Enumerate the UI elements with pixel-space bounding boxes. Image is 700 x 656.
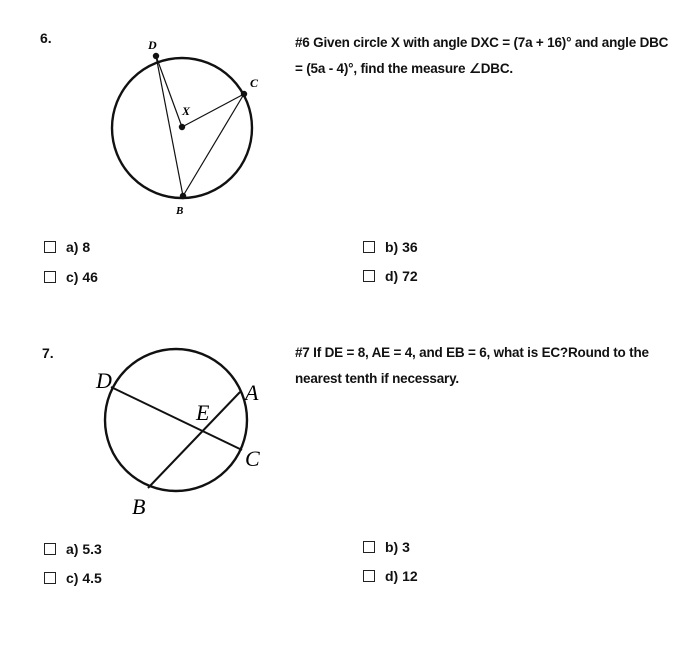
question-6-text-line2: = (5a - 4)°, find the measure ∠DBC.	[295, 61, 513, 76]
question-7-text	[295, 340, 649, 392]
label-c: C	[245, 446, 260, 471]
choice-label: a) 5.3	[66, 541, 102, 557]
question-6-figure	[100, 34, 300, 234]
question-6-choice-c[interactable]	[44, 269, 98, 285]
question-7-choice-a[interactable]	[44, 541, 102, 557]
choice-label: b) 36	[385, 239, 418, 255]
chord-ab	[148, 392, 240, 488]
choice-label: c) 46	[66, 269, 98, 285]
question-6-text-line1: #6 Given circle X with angle DXC = (7a + 16)° and angle DBC	[295, 35, 669, 50]
point-d	[153, 53, 159, 59]
question-6-choice-b[interactable]	[363, 239, 418, 255]
choice-label: d) 72	[385, 268, 418, 284]
label-b: B	[176, 205, 184, 217]
label-b: B	[132, 494, 146, 519]
label-d: D	[148, 38, 157, 52]
label-x: X	[182, 104, 191, 118]
point-b	[180, 193, 186, 199]
question-7-text-line2: nearest tenth if necessary.	[295, 371, 459, 386]
question-7-number: 7.	[42, 345, 54, 361]
choice-label: d) 12	[385, 568, 418, 584]
question-7-text-line1: #7 If DE = 8, AE = 4, and EB = 6, what is EC?Round to the	[295, 345, 649, 360]
label-c: C	[250, 76, 259, 90]
question-6-number: 6.	[40, 30, 52, 46]
question-7-choice-b[interactable]	[363, 539, 410, 555]
checkbox-icon[interactable]	[44, 241, 56, 253]
question-7-figure	[90, 340, 290, 520]
label-d: D	[96, 368, 112, 393]
checkbox-icon[interactable]	[44, 543, 56, 555]
checkbox-icon[interactable]	[363, 270, 375, 282]
circle	[105, 349, 247, 491]
segment-cb	[183, 94, 244, 196]
question-6-text	[295, 30, 668, 82]
checkbox-icon[interactable]	[363, 570, 375, 582]
question-6-choice-d[interactable]	[363, 268, 418, 284]
checkbox-icon[interactable]	[363, 241, 375, 253]
segment-dx	[156, 56, 182, 127]
question-6-choice-a[interactable]	[44, 239, 90, 255]
checkbox-icon[interactable]	[44, 572, 56, 584]
chord-dc	[111, 387, 242, 450]
segment-db	[156, 56, 183, 196]
point-x	[179, 124, 185, 130]
label-e: E	[196, 400, 210, 425]
choice-label: a) 8	[66, 239, 91, 255]
label-a: A	[245, 380, 259, 405]
point-c	[241, 91, 247, 97]
question-7-choice-c[interactable]	[44, 570, 102, 586]
choice-label: b) 3	[385, 539, 410, 555]
choice-label: c) 4.5	[66, 570, 102, 586]
checkbox-icon[interactable]	[44, 271, 56, 283]
checkbox-icon[interactable]	[363, 541, 375, 553]
question-7-choice-d[interactable]	[363, 568, 418, 584]
